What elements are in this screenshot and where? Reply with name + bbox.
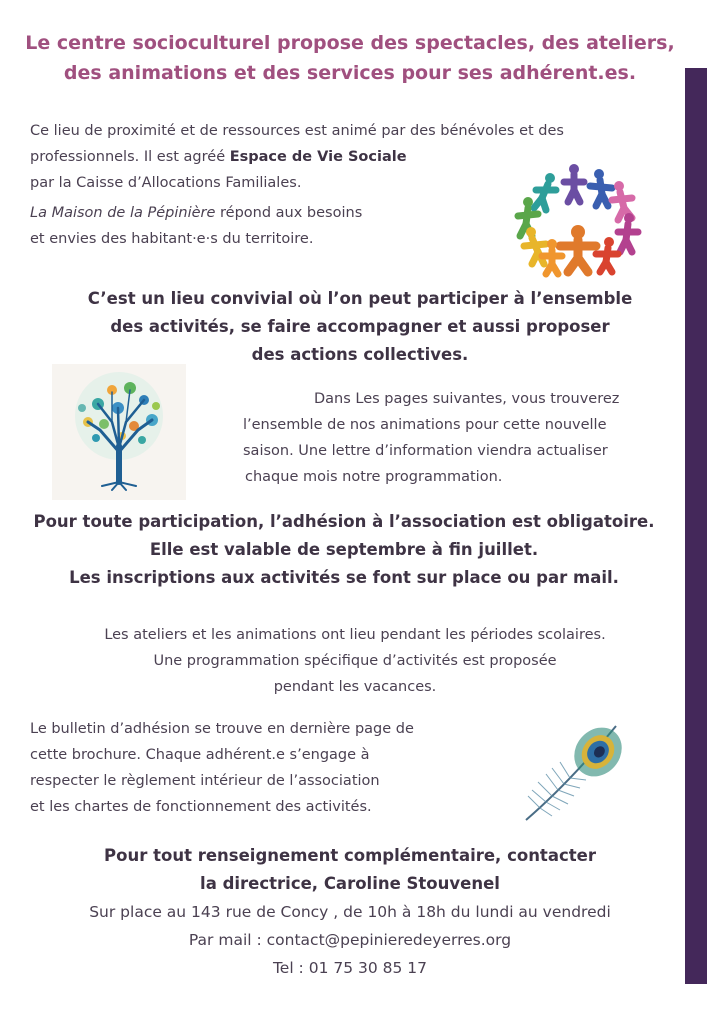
intro-line-5: et envies des habitant·e·s du territoire. [30, 231, 314, 247]
intro-line-2-text: professionnels. Il est agréé [30, 149, 230, 165]
schedule-line-2: Une programmation spécifique d’activités est proposée [153, 653, 557, 669]
membership-line-1: Pour toute participation, l’adhésion à l’association est obligatoire. [33, 512, 655, 531]
contact-heading-line-1: Pour tout renseignement complémentaire, contacter [104, 846, 596, 865]
contact-phone[interactable]: Tel : 01 75 30 85 17 [272, 959, 428, 977]
bulletin-line-3: respecter le règlement intérieur de l’association [30, 773, 380, 789]
membership-line-2: Elle est valable de septembre à fin juillet. [149, 540, 539, 559]
contact-heading-line-2: la directrice, Caroline Stouvenel [200, 874, 500, 893]
intro-line-1: Ce lieu de proximité et de ressources est animé par des bénévoles et des [30, 123, 564, 139]
title-line-2: des animations et des services pour ses adhérent.es. [63, 62, 637, 84]
intro-line-3: par la Caisse d’Allocations Familiales. [30, 175, 302, 191]
sidebar-accent-bar [685, 68, 707, 984]
people-circle-icon [512, 160, 642, 278]
pages-paragraph [238, 386, 678, 490]
membership-line-3: Les inscriptions aux activités se font sur place ou par mail. [69, 568, 619, 587]
contact-heading [20, 842, 680, 898]
bulletin-line-2: cette brochure. Chaque adhérent.e s’engage à [30, 747, 370, 763]
page-title [20, 28, 680, 88]
espace-vie-sociale-label: Espace de Vie Sociale [229, 149, 407, 165]
contact-address: Sur place au 143 rue de Concy , de 10h à 18h du lundi au vendredi [89, 903, 611, 921]
contact-details [20, 898, 680, 982]
schedule-line-3: pendant les vacances. [273, 679, 437, 695]
schedule-line-1: Les ateliers et les animations ont lieu pendant les périodes scolaires. [104, 627, 606, 643]
pages-line-2: l’ensemble de nos animations pour cette nouvelle [243, 417, 607, 433]
title-line-1: Le centre socioculturel propose des spectacles, des ateliers, [25, 32, 675, 54]
convivial-line-1: C’est un lieu convivial où l’on peut participer à l’ensemble [87, 289, 633, 308]
convivial-heading [40, 285, 680, 369]
maison-pepiniere-label: La Maison de la Pépinière [30, 205, 216, 221]
peacock-feather-illustration [520, 712, 630, 824]
intro-line-4-text: répond aux besoins [215, 205, 363, 221]
convivial-line-2: des activités, se faire accompagner et aussi proposer [110, 317, 610, 336]
convivial-line-3: des actions collectives. [251, 345, 469, 364]
membership-heading [14, 508, 674, 592]
bulletin-line-4: et les chartes de fonctionnement des activités. [30, 799, 372, 815]
tree-illustration [52, 364, 186, 500]
bulletin-paragraph [30, 716, 510, 820]
pages-line-4: chaque mois notre programmation. [245, 469, 503, 485]
pages-line-3: saison. Une lettre d’information viendra actualiser [243, 443, 608, 459]
bulletin-line-1: Le bulletin d’adhésion se trouve en dernière page de [30, 721, 414, 737]
contact-mail[interactable]: Par mail : contact@pepinieredeyerres.org [188, 931, 512, 949]
pages-line-1: Dans Les pages suivantes, vous trouverez [314, 391, 620, 407]
schedule-paragraph [30, 622, 680, 700]
